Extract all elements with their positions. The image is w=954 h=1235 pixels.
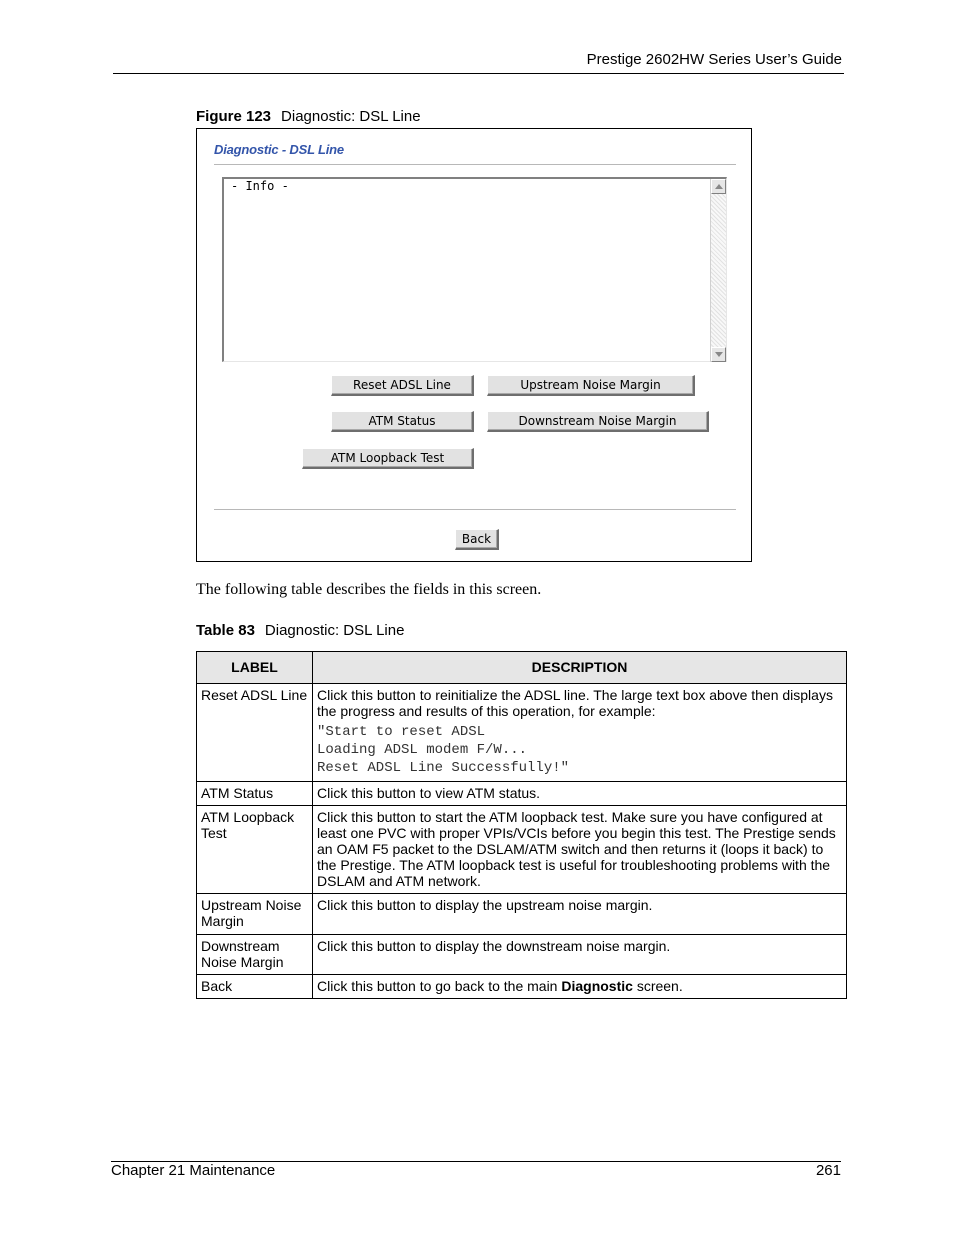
table-row xyxy=(197,806,847,894)
arrow-up-icon xyxy=(715,184,723,189)
screen-divider xyxy=(214,164,736,166)
row-example-output: "Start to reset ADSL Loading ADSL modem F/W... Reset ADSL Line Successfully!" xyxy=(317,724,570,776)
figure-number: Figure 123 xyxy=(196,108,272,125)
intro-text: The following table describes the fields in this screen. xyxy=(196,581,542,598)
atm-status-button[interactable]: ATM Status xyxy=(331,411,474,432)
table-number: Table 83 xyxy=(196,622,255,639)
row-description-text: Click this button to go back to the main xyxy=(317,978,562,994)
row-label: Upstream Noise Margin xyxy=(197,894,313,935)
row-description-text: Click this button to reinitialize the ADSL line. The large text box above then displays the progress and results of this operation, for example: xyxy=(317,687,833,719)
scroll-up-button[interactable] xyxy=(711,179,726,194)
info-text: - Info - xyxy=(231,179,289,193)
reset-adsl-line-button[interactable]: Reset ADSL Line xyxy=(331,375,474,396)
row-label: Back xyxy=(197,975,313,999)
header-divider xyxy=(113,73,844,74)
row-label: ATM Loopback Test xyxy=(197,806,313,894)
table-caption-text: Diagnostic: DSL Line xyxy=(264,622,405,639)
table-caption xyxy=(196,622,404,639)
back-button[interactable]: Back xyxy=(455,529,499,550)
table-row xyxy=(197,894,847,935)
table-row xyxy=(197,935,847,975)
arrow-down-icon xyxy=(715,352,723,357)
row-description: Click this button to display the downstream noise margin. xyxy=(313,935,847,975)
table-header-row xyxy=(197,652,847,684)
downstream-noise-margin-button[interactable]: Downstream Noise Margin xyxy=(487,411,709,432)
row-description: Click this button to display the upstream noise margin. xyxy=(313,894,847,935)
atm-loopback-test-button[interactable]: ATM Loopback Test xyxy=(302,448,474,469)
screen-title: Diagnostic - DSL Line xyxy=(214,142,344,157)
row-description: Click this button to view ATM status. xyxy=(313,782,847,806)
info-scrollbar[interactable] xyxy=(710,179,726,362)
description-table xyxy=(196,651,847,999)
header-label: LABEL xyxy=(197,652,313,684)
row-description xyxy=(313,975,847,999)
info-textarea[interactable] xyxy=(222,177,727,362)
figure-caption xyxy=(196,108,421,125)
header-description: DESCRIPTION xyxy=(313,652,847,684)
row-label: Reset ADSL Line xyxy=(197,684,313,782)
bottom-divider xyxy=(214,509,736,511)
row-label: ATM Status xyxy=(197,782,313,806)
scroll-down-button[interactable] xyxy=(711,347,726,362)
figure-caption-text: Diagnostic: DSL Line xyxy=(281,108,421,125)
row-description-end: screen. xyxy=(632,978,683,994)
row-label: Downstream Noise Margin xyxy=(197,935,313,975)
footer-chapter: Chapter 21 Maintenance xyxy=(111,1162,276,1179)
upstream-noise-margin-button[interactable]: Upstream Noise Margin xyxy=(487,375,695,396)
row-description-bold: Diagnostic xyxy=(561,978,633,994)
table-row xyxy=(197,684,847,782)
footer-page-number: 261 xyxy=(815,1162,841,1179)
row-description xyxy=(313,684,847,782)
running-header: Prestige 2602HW Series User’s Guide xyxy=(586,51,842,68)
row-description: Click this button to start the ATM loopback test. Make sure you have configured at least one PVC with proper VPIs/VCIs before you begin this test. The Prestige sends an OAM F5 packet to the DSLAM/ATM switch and then returns it (loops it back) to the Prestige. The ATM loopback test is useful for troubleshooting problems with the DSLAM and ATM network. xyxy=(313,806,847,894)
table-row xyxy=(197,975,847,999)
table-row xyxy=(197,782,847,806)
figure-screenshot xyxy=(196,128,752,562)
